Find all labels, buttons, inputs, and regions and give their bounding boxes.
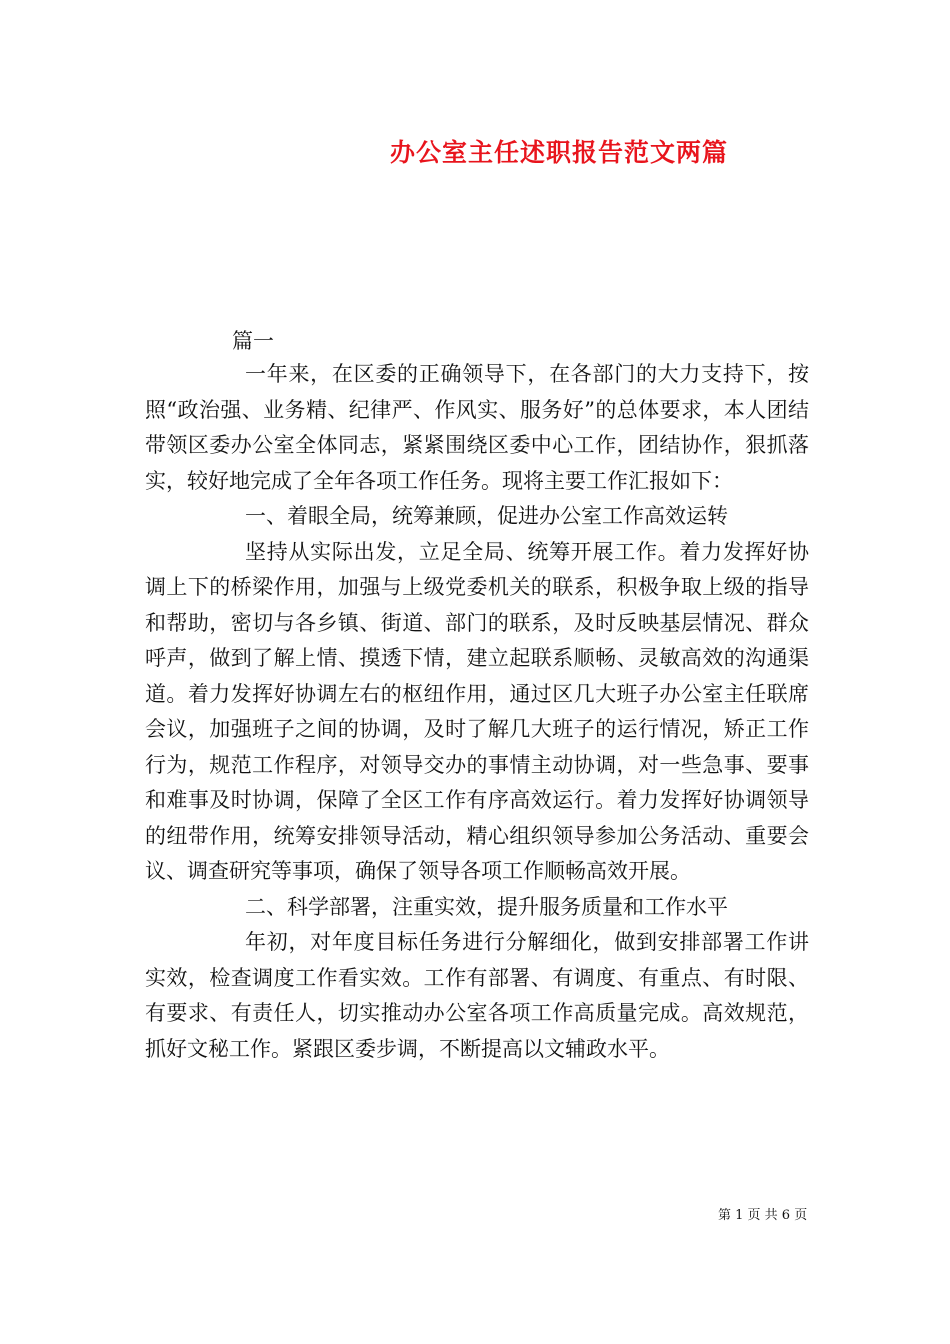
paragraph-section-1: 坚持从实际出发，立足全局、统筹开展工作。着力发挥好协调上下的桥梁作用，加强与上级党委机关的联系，积极争取上级的指导和帮助，密切与各乡镇、街道、部门的联系，及时反映基层情况、群众呼声，做到了解上情、摸透下情，建立起联系顺畅、灵敏高效的沟通渠道。着力发挥好协调左右的枢纽作用，通过区几大班子办公室主任联席会议，加强班子之间的协调，及时了解几大班子的运行情况，矫正工作行为，规范工作程序，对领导交办的事情主动协调，对一些急事、要事和难事及时协调，保障了全区工作有序高效运行。着力发挥好协调领导的纽带作用，统筹安排领导活动，精心组织领导参加公务活动、重要会议、调查研究等事项，确保了领导各项工作顺畅高效开展。: [145, 539, 809, 883]
paragraph-section-2: 年初，对年度目标任务进行分解细化，做到安排部署工作讲实效，检查调度工作看实效。工作有部署、有调度、有重点、有时限、有要求、有责任人，切实推动办公室各项工作高质量完成。高效规范，抓好文秘工作。紧跟区委步调，不断提高以文辅政水平。: [145, 930, 809, 1061]
paragraph-intro: 一年来，在区委的正确领导下，在各部门的大力支持下，按照“政治强、业务精、纪律严、作风实、服务好”的总体要求，本人团结带领区委办公室全体同志，紧紧围绕区委中心工作，团结协作，狠抓落实，较好地完成了全年各项工作任务。现将主要工作汇报如下：: [145, 362, 809, 493]
page-footer: 第 1 页 共 6 页: [718, 1208, 808, 1223]
document-body: [145, 357, 809, 1067]
heading-section-2: 二、科学部署，注重实效，提升服务质量和工作水平: [245, 894, 728, 919]
document-title: 办公室主任述职报告范文两篇: [390, 138, 729, 167]
section-label: 篇一: [232, 329, 274, 353]
heading-section-1: 一、着眼全局，统筹兼顾，促进办公室工作高效运转: [245, 504, 728, 528]
